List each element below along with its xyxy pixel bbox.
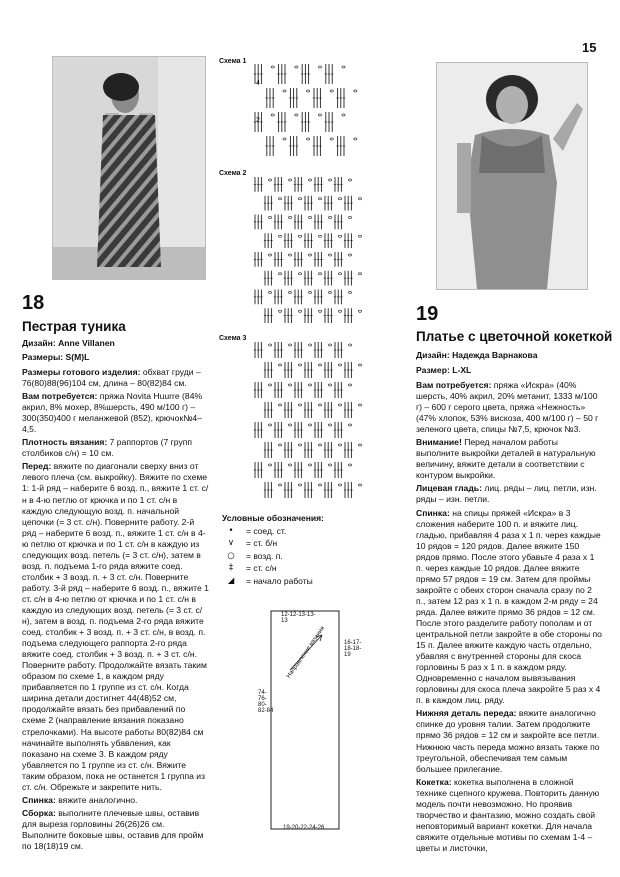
page-number: 15 xyxy=(582,40,597,55)
paragraph-lead: Вам потребуется: xyxy=(22,391,98,402)
sizes-19 xyxy=(416,365,606,376)
pattern-left-measure: 74-76-80-82-84 xyxy=(258,690,274,714)
pattern-number-18: 18 xyxy=(22,292,45,314)
legend-text: = ст. с/н xyxy=(246,563,277,573)
designer-label: Дизайн: xyxy=(22,338,56,348)
schema-1-chart xyxy=(252,62,372,160)
chain-stitch-icon: ○ xyxy=(227,550,235,561)
start-arrow-icon: ◢ xyxy=(227,575,235,586)
designer-19 xyxy=(416,350,606,361)
paragraph-text: на спицы пряжей «Искра» в 3 сложения наберите 100 п. и вяжите лиц. гладью, прибавляя 4 раза х 1 п. через каждые 10 рядов = 120 рядов. Далее вяжите 150 рядов прямо. После этого убавьте 4 раза х 1 п. через каждые 10 рядов. Далее вяжите прямо 57 рядов = 19 см. Затем для проймы закройте с обеих сторон сначала сразу по 2 п., затем 12 раз х 1 п. в каждом 2-м ряду = 24 ряда. Далее вяжите прямо 36 рядов = 12 см. После этого разделите работу пополам и от центральной петли закройте в обе стороны по 15 п. Далее вяжите каждую часть отдельно, убавляя с внутренней стороны для скоса горловины 5 раз х 1 п. в каждом ряду. Одновременно с началом вывязывания горловины для скоса плеча закройте 5 раз х 4 п. в каждом лиц. ряду. xyxy=(416,507,602,706)
paragraph-lead: Внимание! xyxy=(416,437,462,448)
legend-item xyxy=(222,525,392,538)
instructions-18 xyxy=(22,367,209,854)
paragraph xyxy=(22,461,209,792)
instructions-19 xyxy=(416,380,603,856)
legend-item xyxy=(222,550,392,563)
paragraph xyxy=(22,437,209,459)
sizes-label: Размеры: xyxy=(22,352,64,362)
schema-1-row-4: 4 xyxy=(256,80,260,87)
pattern-right-measure: 16-17-18-18-19 xyxy=(344,640,362,658)
double-crochet-icon: ‡ xyxy=(228,563,234,573)
garment-pattern xyxy=(270,610,340,830)
dress-photo xyxy=(436,62,588,290)
paragraph xyxy=(416,483,603,505)
paragraph-text: Перед началом работы выполните выкройки деталей в натуральную величину, вяжите детали в соответствии с контуром выкройки. xyxy=(416,437,596,481)
paragraph-lead: Перед: xyxy=(22,461,52,472)
paragraph-lead: Размеры готового изделия: xyxy=(22,367,141,377)
legend xyxy=(222,512,392,587)
legend-item xyxy=(222,537,392,550)
paragraph-lead: Нижняя деталь переда: xyxy=(416,708,517,719)
pattern-bottom-measure: 19-20-22-24-26 xyxy=(283,825,325,831)
pattern-top-measure: 12-12-13-13-13 xyxy=(281,612,316,624)
schema-1-row-2: 2 xyxy=(256,117,260,124)
pattern-title-19: Платье с цветочной кокеткой xyxy=(416,329,613,344)
legend-title: Условные обозначения: xyxy=(222,513,324,523)
paragraph-text: вяжите по диагонали сверху вниз от левого плеча (см. выкройку). Вяжите по схеме 1: 1-й ряд – наберите 6 возд. п., вяжите 1 ст. с/н в 4-ю петлю от крючка и по 1 ст. с/н в каждую следующую возд. п. начальной цепочки (= 3 ст. с/н). Поверните работу. 2-й ряд – наберите 6 возд. п., вяжите 1 ст. с/н в 4-ю петлю от крючка и по 1 ст. с/н в каждую из следующих возд. петель (= 3 ст. с/н), затем в возд. п. подъема 1-го ряда вяжите соед. столбик + 3 возд. п. + 3 ст. с/н. Поверните работу. 3-й ряд – наберите 6 возд. п., вяжите 1 ст. с/н в 4-ю петлю от крючка и по 1 ст. с/н в каждую из следующих возд. петель (= 3 ст. с/н), затем в возд. п. подъема 2-го ряда вяжите соед. столбик + 3 возд. п. + 3 ст. с/н, в возд. п. подъема следующего раппорта 2-го ряда вяжите соед. столбик + 3 возд. п. + 3 ст. с/н. Поверните работу. Продолжайте вязать таким образом по схеме 1, в каждом ряду прибавляется по 1 группе из ст. с/н. Когда ширина детали достигнет 44(48)52 см, продолжайте вязать без прибавлений по схеме 2 (направление вязания показано стрелочками). На высоте работы 80(82)84 см начинайте выполнять убавления, как показано на схеме 3. В каждом ряду убавляется по 1 группе из ст. с/н. Вяжите таким образом, пока не останется 1 группа из ст. с/н. Обрежьте и закрепите нить. xyxy=(22,461,209,792)
paragraph-lead: Кокетка: xyxy=(416,776,452,787)
schema-3-label: Схема 3 xyxy=(219,335,247,342)
schema-2-label: Схема 2 xyxy=(219,170,247,177)
paragraph-text: обхват груди – 76(80)88(96)104 см, длина – 80(82)84 см. xyxy=(22,367,201,389)
designer-label: Дизайн: xyxy=(416,350,450,360)
paragraph xyxy=(22,391,209,435)
paragraph xyxy=(22,808,209,852)
paragraph-lead: Сборка: xyxy=(22,807,56,818)
paragraph-text: вяжите аналогично. xyxy=(55,794,138,805)
paragraph-text: вяжите аналогично спинке до уровня талии. Затем продолжите прямо 36 рядов = 12 см и закройте все петли. Нижнюю часть переда можно вязать также по треугольной, обеспечивая тем самым большее прилегание. xyxy=(416,708,600,774)
pattern-title-18: Пестрая туника xyxy=(22,319,126,334)
paragraph-text: лиц. ряды – лиц. петли, изн. ряды – изн. петли. xyxy=(416,483,597,505)
sizes-value: S(M)L xyxy=(65,352,90,362)
legend-text: = ст. б/н xyxy=(246,538,278,548)
paragraph-text: пряжа «Искра» (40% шерсть, 40% акрил, 20% метанит, 1333 м/100 г) – 600 г серого цвета, пряжа «Нежность» (47% хлопок, 53% вискоза, 400 м/100 г) – 50 г зеленого цвета, спицы №7,5, крючок №3. xyxy=(416,380,599,435)
paragraph xyxy=(22,367,209,389)
tunic-photo xyxy=(52,56,206,280)
paragraph xyxy=(416,437,603,481)
paragraph xyxy=(416,508,603,707)
paragraph xyxy=(416,708,603,774)
paragraph-text: кокетка выполнена в сложной технике сцепного кружева. Повторить данную модель почти невозможно. Но проявив творчество и фантазию, можно создать свой неповторимый вариант кокетки. Для начала свяжите отдельные мотивы по схемам 1-4 – цветы и листочки, xyxy=(416,776,600,853)
paragraph xyxy=(416,380,603,435)
slip-stitch-icon: • xyxy=(228,525,234,536)
paragraph-lead: Спинка: xyxy=(22,794,56,805)
paragraph-text: выполните плечевые швы, оставив для выреза горловины 26(26)26 см. Выполните боковые швы, оставив для пройм по 18(18)19 см. xyxy=(22,807,204,851)
schema-3-chart xyxy=(252,340,374,502)
pattern-direction-label: Направление вязания xyxy=(286,625,327,680)
designer-18 xyxy=(22,338,207,349)
designer-value: Надежда Варнакова xyxy=(452,350,538,360)
pattern-number-19: 19 xyxy=(416,303,439,325)
paragraph-lead: Плотность вязания: xyxy=(22,437,108,448)
designer-value: Anne Villanen xyxy=(58,338,115,348)
paragraph-lead: Спинка: xyxy=(416,507,450,518)
legend-text: = начало работы xyxy=(246,575,313,586)
paragraph-text: пряжа Novita Huurre (84% акрил, 8% мохер, 8%шерсть, 490 м/100 г) – 300(350)400 г меланжевой (852), крючок№4–4,5. xyxy=(22,391,203,435)
sizes-value: L-XL xyxy=(452,365,472,375)
legend-text: = возд. п. xyxy=(246,550,283,561)
schema-2-chart xyxy=(252,175,374,327)
legend-text: = соед. ст. xyxy=(246,525,287,536)
sizes-18 xyxy=(22,352,207,363)
schema-1-label: Схема 1 xyxy=(219,58,247,65)
legend-item xyxy=(222,562,392,575)
paragraph xyxy=(416,777,603,854)
paragraph-text: 7 раппортов (7 групп столбиков с/н) = 10 см. xyxy=(22,437,193,459)
legend-item xyxy=(222,575,392,588)
paragraph xyxy=(22,795,209,806)
sizes-label: Размер: xyxy=(416,365,450,375)
paragraph-lead: Лицевая гладь: xyxy=(416,483,482,494)
single-crochet-icon: ∨ xyxy=(227,538,235,548)
paragraph-lead: Вам потребуется: xyxy=(416,380,492,390)
